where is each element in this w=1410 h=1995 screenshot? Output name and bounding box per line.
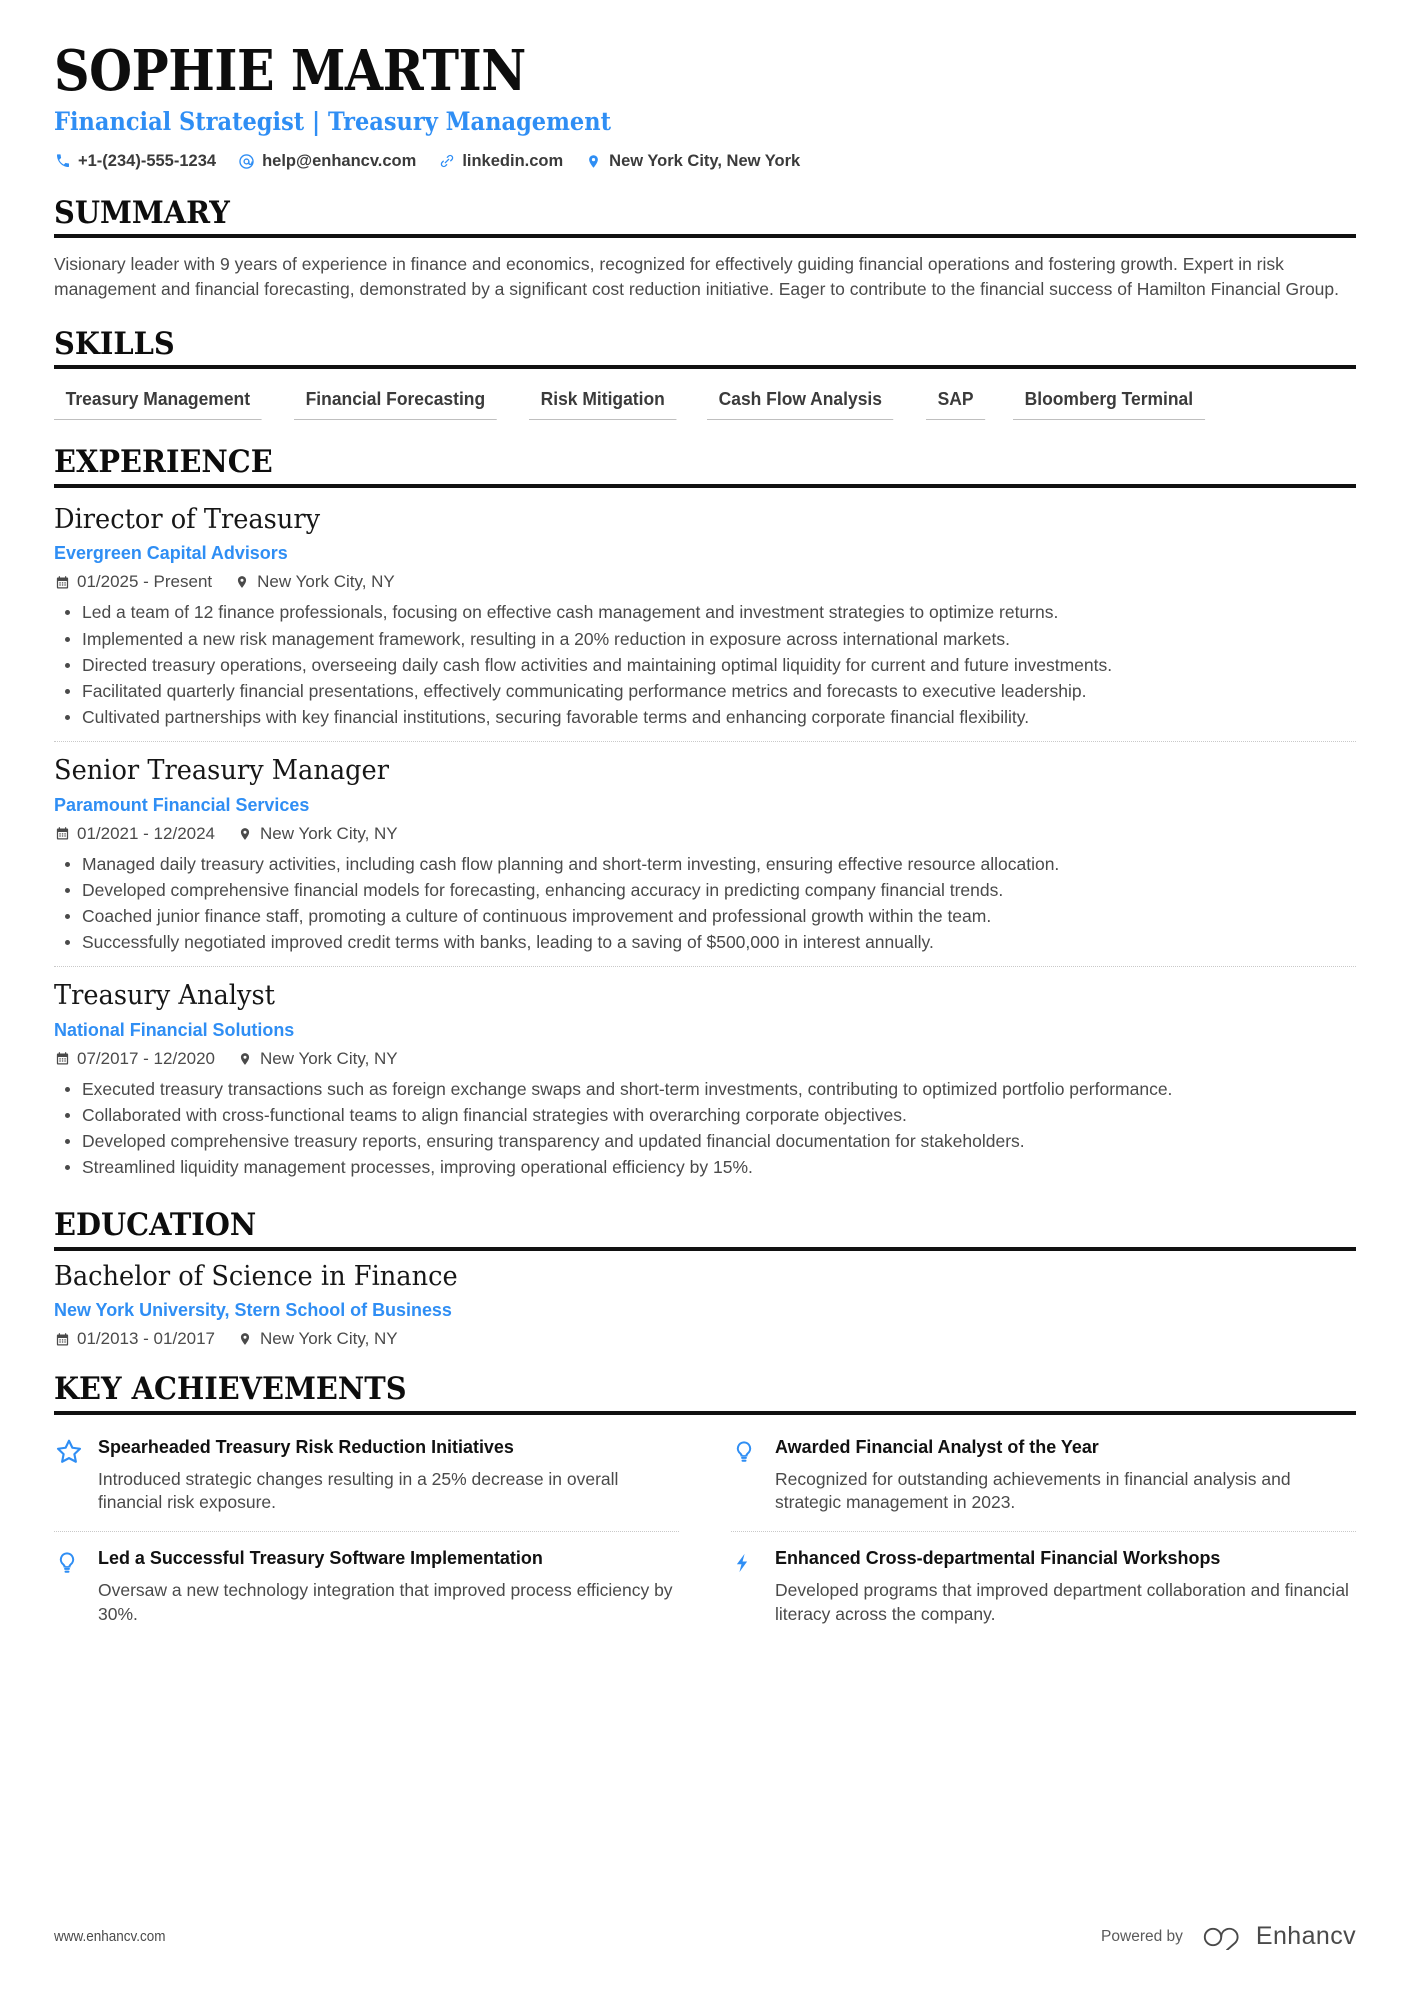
lightbulb-icon — [54, 1546, 84, 1578]
school-name[interactable]: New York University, Stern School of Business — [54, 1299, 452, 1321]
achievement-desc: Recognized for outstanding achievements in financial analysis and strategic management in 2023. — [775, 1468, 1291, 1513]
education-dates — [54, 1329, 215, 1349]
achievement-item — [731, 1421, 1356, 1531]
location-pin-icon — [237, 1331, 253, 1347]
skills-list — [54, 385, 1356, 436]
job-bullet: Coached junior finance staff, promoting a culture of continuous improvement and professional growth within the team. — [80, 904, 1356, 928]
achievement-desc: Introduced strategic changes resulting in a 25% decrease in overall financial risk exposure. — [98, 1468, 619, 1513]
job-bullet: Implemented a new risk management framework, resulting in a 20% reduction in exposure across international markets. — [80, 627, 1356, 651]
job-meta — [54, 1049, 1356, 1069]
experience-list — [54, 494, 1356, 1191]
job-bullet: Collaborated with cross-functional teams to align financial strategies with overarching corporate objectives. — [80, 1103, 1356, 1127]
achievements-grid — [54, 1421, 1356, 1643]
contact-email-text: help@enhancv.com — [262, 151, 417, 170]
job-dates — [54, 572, 212, 592]
contact-phone-text: +1-(234)-555-1234 — [78, 151, 217, 170]
company-name[interactable]: Paramount Financial Services — [54, 793, 310, 815]
company-name[interactable]: Evergreen Capital Advisors — [54, 542, 288, 564]
skill-chip: SAP — [926, 385, 985, 420]
location-pin-icon — [237, 1051, 253, 1067]
achievement-item — [54, 1531, 679, 1642]
calendar-icon — [54, 1331, 70, 1347]
calendar-icon — [54, 574, 70, 590]
job-location-text: New York City, NY — [257, 572, 395, 592]
job-bullet: Directed treasury operations, overseeing daily cash flow activities and maintaining optimal liquidity for current and future investments. — [80, 653, 1356, 677]
contact-phone[interactable] — [54, 152, 216, 171]
section-rule — [54, 1411, 1356, 1415]
job-bullet: Executed treasury transactions such as foreign exchange swaps and short-term investments, contributing to optimized portfolio performance. — [80, 1077, 1356, 1101]
resume-header — [54, 38, 1356, 171]
candidate-name: SOPHIE MARTIN — [54, 38, 526, 104]
job-bullets — [54, 852, 1356, 955]
experience-entry — [54, 966, 1356, 1191]
job-bullet: Cultivated partnerships with key financial institutions, securing favorable terms and enhancing corporate financial flexibility. — [80, 705, 1356, 729]
skill-chip: Risk Mitigation — [529, 385, 676, 420]
job-bullets — [54, 600, 1356, 729]
job-meta — [54, 824, 1356, 844]
achievement-body — [98, 1435, 679, 1515]
star-icon — [54, 1435, 84, 1467]
education-meta — [54, 1329, 1356, 1349]
phone-icon — [54, 153, 71, 170]
lightning-bolt-icon — [731, 1546, 761, 1578]
section-summary — [54, 194, 1356, 302]
achievement-title: Led a Successful Treasury Software Implementation — [98, 1547, 543, 1569]
job-bullet: Developed comprehensive treasury reports, ensuring transparency and updated financial documentation for stakeholders. — [80, 1129, 1356, 1153]
section-title-education: EDUCATION — [54, 1207, 257, 1244]
job-title: Director of Treasury — [54, 503, 321, 535]
job-dates-text: 01/2021 - 12/2024 — [77, 823, 216, 843]
skill-chip: Bloomberg Terminal — [1013, 385, 1205, 420]
experience-entry — [54, 741, 1356, 966]
section-education — [54, 1209, 1356, 1349]
skill-chip: Cash Flow Analysis — [707, 385, 894, 420]
section-title-summary: SUMMARY — [54, 194, 230, 231]
section-key-achievements — [54, 1373, 1356, 1642]
page-footer — [54, 1922, 1356, 1951]
job-dates — [54, 824, 215, 844]
education-location — [237, 1329, 398, 1349]
achievement-title: Awarded Financial Analyst of the Year — [775, 1435, 1099, 1457]
section-rule — [54, 484, 1356, 488]
degree-title: Bachelor of Science in Finance — [54, 1260, 458, 1292]
job-location — [237, 824, 398, 844]
skill-chip: Treasury Management — [54, 385, 262, 420]
job-bullet: Successfully negotiated improved credit terms with banks, leading to a saving of $500,000 in interest annually. — [80, 930, 1356, 954]
contact-row — [54, 152, 1356, 171]
achievement-desc: Developed programs that improved department collaboration and financial literacy across the company. — [775, 1580, 1349, 1624]
section-rule — [54, 234, 1356, 238]
enhancv-logo-icon — [1201, 1924, 1247, 1950]
contact-email[interactable] — [238, 152, 416, 171]
section-title-key-achievements: KEY ACHIEVEMENTS — [54, 1371, 407, 1408]
job-bullets — [54, 1077, 1356, 1180]
experience-entry — [54, 494, 1356, 741]
job-bullet: Developed comprehensive financial models for forecasting, enhancing accuracy in predicting company financial trends. — [80, 878, 1356, 902]
job-title: Senior Treasury Manager — [54, 755, 389, 787]
section-experience — [54, 446, 1356, 1191]
section-rule — [54, 365, 1356, 369]
link-icon — [438, 153, 455, 170]
job-bullet: Led a team of 12 finance professionals, focusing on effective cash management and investment strategies to optimize returns. — [80, 600, 1356, 624]
summary-text: Visionary leader with 9 years of experience in finance and economics, recognized for effectively guiding financial operations and fostering growth. Expert in risk management and financial forecasting, demonstrated by a significant cost reduction initiative. Eager to contribute to the financial success of Hamilton Financial Group. — [54, 254, 1340, 300]
contact-location-text: New York City, New York — [609, 151, 801, 170]
brand-name: Enhancv — [1255, 1922, 1356, 1950]
achievement-body — [775, 1546, 1356, 1626]
job-location — [237, 1049, 398, 1069]
job-bullet: Managed daily treasury activities, including cash flow planning and short-term investing, ensuring effective resource allocation. — [80, 852, 1356, 876]
skill-chip: Financial Forecasting — [294, 385, 497, 420]
company-name[interactable]: National Financial Solutions — [54, 1018, 295, 1040]
contact-location — [585, 152, 800, 171]
education-dates-text: 01/2013 - 01/2017 — [77, 1329, 216, 1349]
contact-linkedin-text: linkedin.com — [462, 151, 564, 170]
job-location-text: New York City, NY — [260, 823, 398, 843]
calendar-icon — [54, 826, 70, 842]
location-pin-icon — [585, 153, 602, 170]
job-location-text: New York City, NY — [260, 1048, 398, 1068]
achievement-body — [98, 1546, 679, 1626]
achievement-title: Enhanced Cross-departmental Financial Workshops — [775, 1547, 1221, 1569]
job-title: Treasury Analyst — [54, 980, 275, 1012]
job-location — [234, 572, 395, 592]
powered-by-label: Powered by — [1101, 1927, 1183, 1945]
job-bullet: Facilitated quarterly financial presentations, effectively communicating performance metrics and forecasts to executive leadership. — [80, 679, 1356, 703]
contact-linkedin[interactable] — [438, 152, 563, 171]
candidate-headline: Financial Strategist | Treasury Management — [54, 106, 611, 136]
achievement-body — [775, 1435, 1356, 1515]
achievement-item — [54, 1421, 679, 1531]
job-dates — [54, 1049, 215, 1069]
job-meta — [54, 572, 1356, 592]
email-icon — [238, 153, 255, 170]
job-bullet: Streamlined liquidity management processes, improving operational efficiency by 15%. — [80, 1155, 1356, 1179]
achievement-desc: Oversaw a new technology integration that improved process efficiency by 30%. — [98, 1580, 673, 1624]
achievement-title: Spearheaded Treasury Risk Reduction Initiatives — [98, 1435, 514, 1457]
brand-lockup — [1201, 1922, 1356, 1951]
section-title-experience: EXPERIENCE — [54, 444, 273, 481]
section-skills — [54, 325, 1356, 436]
lightbulb-icon — [731, 1435, 761, 1467]
job-dates-text: 01/2025 - Present — [77, 572, 213, 592]
location-pin-icon — [234, 574, 250, 590]
footer-url[interactable]: www.enhancv.com — [54, 1928, 166, 1945]
calendar-icon — [54, 1051, 70, 1067]
job-dates-text: 07/2017 - 12/2020 — [77, 1048, 216, 1068]
education-location-text: New York City, NY — [260, 1329, 398, 1349]
location-pin-icon — [237, 826, 253, 842]
footer-brand-block — [1101, 1922, 1356, 1951]
section-title-skills: SKILLS — [54, 325, 175, 362]
education-entry — [54, 1251, 1356, 1350]
achievement-item — [731, 1531, 1356, 1642]
